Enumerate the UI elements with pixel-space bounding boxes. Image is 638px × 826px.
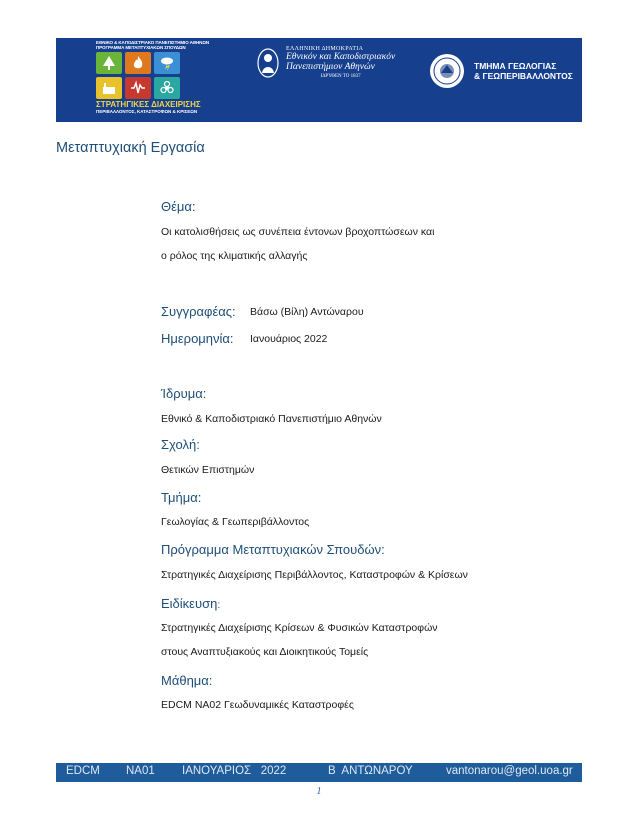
- date-value: Ιανουάριος 2022: [250, 333, 328, 345]
- program-value: Στρατηγικές Διαχείρισης Περιβάλλοντος, Καταστροφών & Κρίσεων: [161, 569, 468, 581]
- program-icons: [96, 52, 186, 99]
- industry-icon: [96, 77, 122, 99]
- department-seal-icon: [428, 52, 466, 90]
- program-name-line-1: ΣΤΡΑΤΗΓΙΚΕΣ ΔΙΑΧΕΙΡΙΣΗΣ: [96, 100, 201, 109]
- university-line-2: Εθνικόν και Καποδιστριακόν: [286, 52, 396, 62]
- earthquake-icon: [125, 77, 151, 99]
- date-label: Ημερομηνία:: [161, 331, 234, 346]
- specialization-colon: :: [217, 599, 221, 611]
- program-top-line-2: ΠΡΟΓΡΑΜΜΑ ΜΕΤΑΠΤΥΧΙΑΚΩΝ ΣΠΟΥΔΩΝ: [96, 45, 186, 50]
- author-label: Συγγραφέας:: [161, 304, 236, 319]
- department-logo: [428, 52, 573, 90]
- specialization-line-2: στους Αναπτυξιακούς και Διοικητικούς Τομείς: [161, 646, 369, 658]
- header-banner: [56, 38, 582, 122]
- course-value: EDCM NA02 Γεωδυναμικές Καταστροφές: [161, 699, 354, 711]
- department-value: Γεωλογίας & Γεωπεριβάλλοντος: [161, 516, 310, 528]
- university-logo: [256, 46, 395, 79]
- footer-email: vantonarou@geol.uoa.gr: [446, 765, 573, 777]
- fire-icon: [125, 52, 151, 74]
- biohazard-icon: [154, 77, 180, 99]
- university-line-1: ΕΛΛΗΝΙΚΗ ΔΗΜΟΚΡΑΤΙΑ: [286, 46, 364, 52]
- department-line-1: ΤΜΗΜΑ ΓΕΩΛΟΓΙΑΣ: [474, 61, 557, 71]
- footer-code: EDCM: [66, 765, 100, 777]
- program-logo: [96, 40, 209, 114]
- footer-date: ΙΑΝΟΥΑΡΙΟΣ 2022: [182, 765, 287, 777]
- specialization-label: Ειδίκευση: [161, 596, 218, 611]
- specialization-line-1: Στρατηγικές Διαχείρισης Κρίσεων & Φυσικών Καταστροφών: [161, 622, 438, 634]
- author-value: Βάσω (Βίλη) Αντώναρου: [250, 306, 364, 318]
- university-line-3: Πανεπιστήμιον Αθηνών: [286, 62, 375, 72]
- department-label: Τμήμα:: [161, 490, 202, 505]
- page-number: 1: [316, 786, 322, 797]
- department-line-2: & ΓΕΩΠΕΡΙΒΑΛΛΟΝΤΟΣ: [474, 71, 573, 81]
- topic-label: Θέμα:: [161, 199, 196, 214]
- topic-line-2: ο ρόλος της κλιματικής αλλαγής: [161, 250, 308, 262]
- program-name-line-2: ΠΕΡΙΒΑΛΛΟΝΤΟΣ, ΚΑΤΑΣΤΡΟΦΩΝ & ΚΡΙΣΕΩΝ: [96, 109, 198, 114]
- topic-line-1: Οι κατολισθήσεις ως συνέπεια έντονων βροχοπτώσεων και: [161, 226, 435, 238]
- storm-icon: [154, 52, 180, 74]
- document-type: Μεταπτυχιακή Εργασία: [56, 140, 205, 156]
- university-line-4: ΙΔΡΥΘΕΝ ΤΟ 1837: [320, 74, 361, 79]
- athena-emblem-icon: [256, 47, 280, 79]
- program-top-line-1: ΕΘΝΙΚΟ & ΚΑΠΟΔΙΣΤΡΙΑΚΟ ΠΑΝΕΠΙΣΤΗΜΙΟ ΑΘΗΝΩΝ: [96, 40, 209, 45]
- footer-bar: [56, 763, 582, 782]
- tree-icon: [96, 52, 122, 74]
- school-value: Θετικών Επιστημών: [161, 464, 255, 476]
- school-label: Σχολή:: [161, 437, 200, 452]
- footer-module: NA01: [126, 765, 155, 777]
- specialization-heading: [161, 595, 220, 613]
- program-label: Πρόγραμμα Μεταπτυχιακών Σπουδών:: [161, 542, 385, 557]
- institution-label: Ίδρυμα:: [161, 386, 207, 401]
- institution-value: Εθνικό & Καποδιστριακό Πανεπιστήμιο Αθηνών: [161, 413, 382, 425]
- course-label: Μάθημα:: [161, 673, 213, 688]
- footer-author: Β ΑΝΤΩΝΑΡΟΥ: [328, 765, 413, 777]
